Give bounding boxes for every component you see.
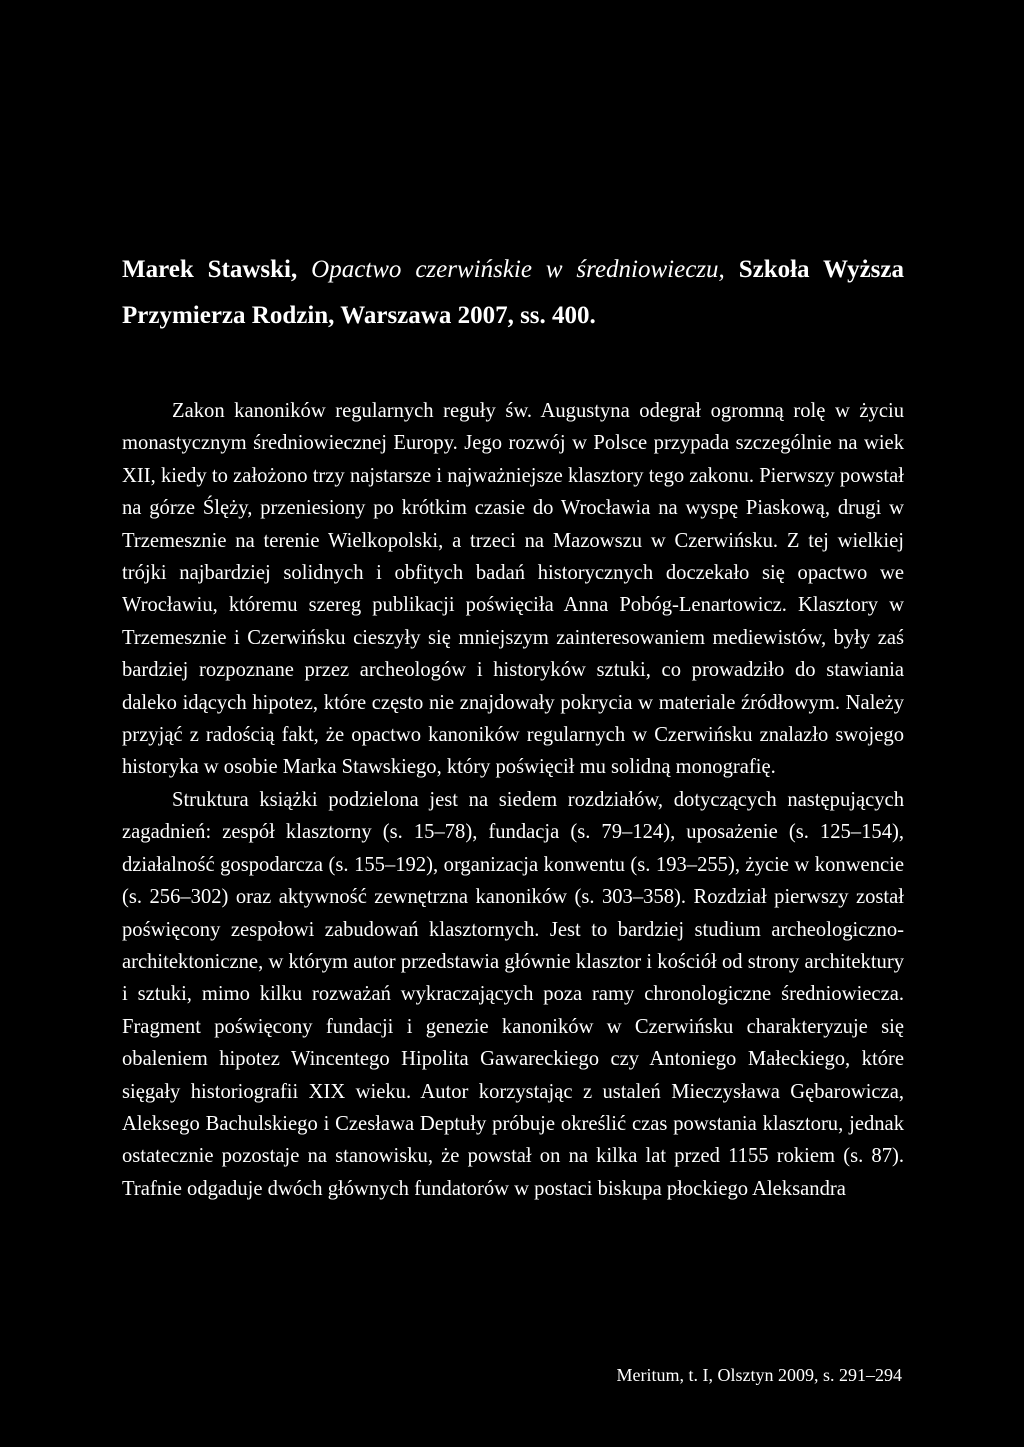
review-page [122,247,904,1205]
review-body [122,395,904,1205]
review-heading [122,247,904,339]
journal-citation-footer: Meritum, t. I, Olsztyn 2009, s. 291–294 [616,1365,902,1385]
paragraph-introduction: Zakon kanoników regularnych reguły św. Augustyna odegrał ogromną rolę w życiu monastycznym średniowiecznej Europy. Jego rozwój w Polsce przypada szczególnie na wiek XII, kiedy to założono trzy najstarsze i najważniejsze klasztory tego zakonu. Pierwszy powstał na górze Ślęży, przeniesiony po krótkim czasie do Wrocławia na wyspę Piaskową, drugi w Trzemesznie na terenie Wielkopolski, a trzeci na Mazowszu w Czerwińsku. Z tej wielkiej trójki najbardziej solidnych i obfitych badań historycznych doczekało się opactwo we Wrocławiu, któremu szereg publikacji poświęciła Anna Pobóg-Lenartowicz. Klasztory w Trzemesznie i Czerwińsku cieszyły się mniejszym zainteresowaniem mediewistów, były zaś bardziej rozpoznane przez archeologów i historyków sztuki, co prowadziło do stawiania daleko idących hipotez, które często nie znajdowały pokrycia w materiale źródłowym. Należy przyjąć z radością fakt, że opactwo kanoników regularnych w Czerwińsku znalazło swojego historyka w osobie Marka Stawskiego, który poświęcił mu solidną monografię. [122,400,904,779]
review-author: Marek Stawski, [122,256,298,283]
paragraph-structure: Struktura książki podzielona jest na siedem rozdziałów, dotyczących następujących zagadnień: zespół klasztorny (s. 15–78), fundacja (s. 79–124), uposażenie (s. 125–154), działalność gospodarcza (s. 155–192), organizacja konwentu (s. 193–255), życie w konwencie (s. 256–302) oraz aktywność zewnętrzna kanoników (s. 303–358). Rozdział pierwszy został poświęcony zespołowi zabudowań klasztornych. Jest to bardziej studium archeologiczno-architektoniczne, w którym autor przedstawia głównie klasztor i kościół od strony architektury i sztuki, mimo kilku rozważań wykraczających poza ramy chronologiczne średniowiecza. Fragment poświęcony fundacji i genezie kanoników w Czerwińsku charakteryzuje się obaleniem hipotez Wincentego Hipolita Gawareckiego czy Antoniego Małeckiego, które sięgały historiografii XIX wieku. Autor korzystając z ustaleń Mieczysława Gębarowicza, Aleksego Bachulskiego i Czesława Deptuły próbuje określić czas powstania klasztoru, jednak ostatecznie pozostaje na stanowisku, że powstał on na kilka lat przed 1155 rokiem (s. 87). Trafnie odgaduje dwóch głównych fundatorów w postaci biskupa płockiego Aleksandra [122,788,904,1200]
reviewed-book-title: Opactwo czerwińskie w średniowieczu, [311,256,725,283]
review-publication-details: Szkoła Wyższa Przymierza Rodzin, Warszawa 2007, ss. 400. [122,256,904,329]
